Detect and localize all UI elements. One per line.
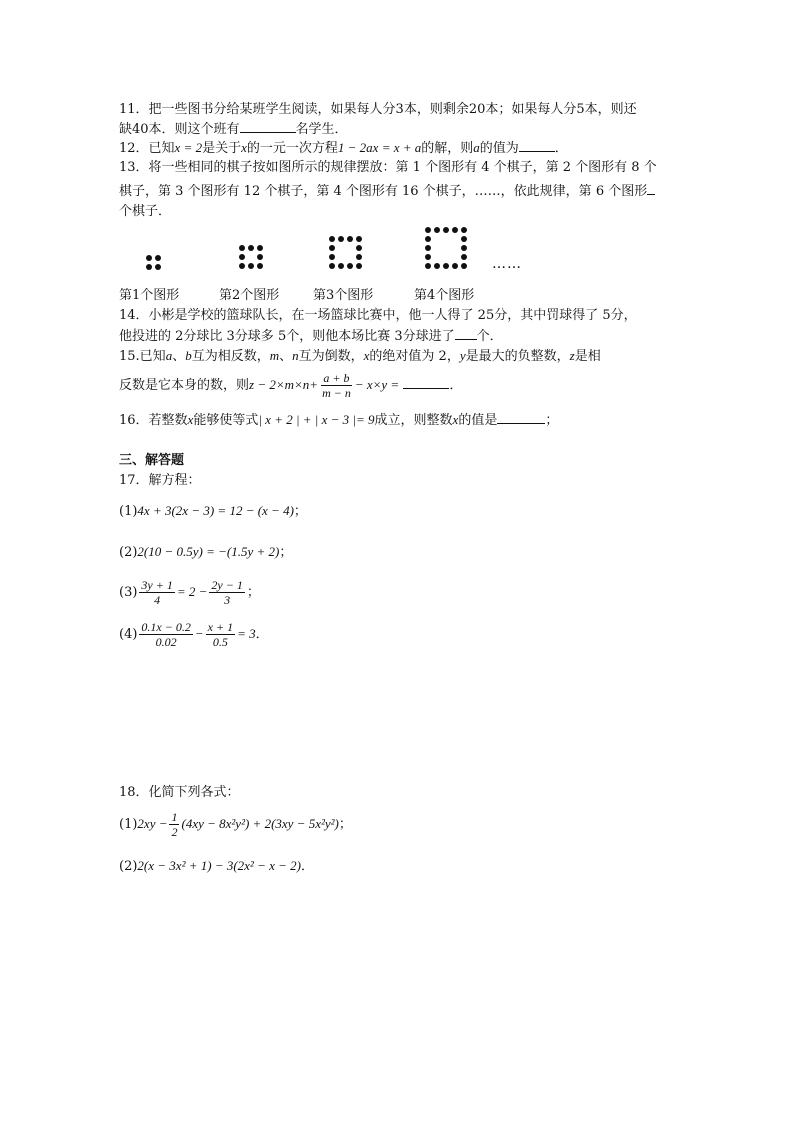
chess-piece-dot bbox=[347, 263, 353, 269]
q16-text: 16．若整数 bbox=[119, 413, 188, 428]
q15-text: 的绝对值为 2， bbox=[369, 349, 460, 364]
chess-piece-dot bbox=[434, 227, 440, 233]
q15-var-y: y bbox=[459, 348, 466, 363]
q18-end: ； bbox=[338, 817, 352, 832]
q17-equation-2 bbox=[119, 543, 292, 562]
q15-fraction bbox=[320, 371, 353, 400]
q15-var-z: z bbox=[569, 348, 575, 363]
q15-var-a: a bbox=[165, 348, 173, 363]
q11-line1: 11．把一些图书分给某班学生阅读，如果每人分3本，则剩余20本；如果每人分5本，则还 bbox=[119, 102, 637, 117]
chess-pattern-figure bbox=[0, 0, 794, 300]
chess-piece-dot bbox=[239, 263, 245, 269]
q14-line1: 14．小彬是学校的篮球队长，在一场篮球比赛中，他一人得了 25分，其中罚球得了 5分， bbox=[119, 308, 637, 323]
q17-end: ． bbox=[255, 627, 269, 642]
q12-condition: x = 2 bbox=[174, 140, 203, 155]
chess-piece-dot bbox=[347, 236, 353, 242]
q15-var-m: m bbox=[269, 348, 280, 363]
figure-caption-1: 第1个图形 bbox=[119, 288, 180, 303]
q18-end: ． bbox=[300, 859, 314, 874]
q17-e3-fraction-1 bbox=[139, 578, 174, 607]
chess-piece-dot bbox=[239, 254, 245, 260]
q17-end: ； bbox=[246, 585, 260, 600]
chess-piece-dot bbox=[155, 255, 161, 261]
q17-label-4: (4) bbox=[119, 627, 138, 642]
chess-piece-dot bbox=[248, 263, 254, 269]
q15-text: 是最大的负整数， bbox=[465, 349, 570, 364]
q17-e4-middle: − bbox=[194, 626, 204, 641]
q15-line2 bbox=[119, 369, 462, 402]
q18-title: 18．化简下列各式： bbox=[119, 785, 240, 800]
chess-piece-dot bbox=[461, 254, 467, 260]
q11-text-a: 缺40本．则这个班有 bbox=[119, 122, 240, 137]
denominator: 2 bbox=[171, 825, 178, 839]
chess-piece-dot bbox=[425, 263, 431, 269]
q15-text: 反数是它本身的数，则 bbox=[119, 378, 250, 393]
q18-expression-1 bbox=[119, 808, 352, 841]
q12-text: 是关于 bbox=[202, 141, 242, 156]
q12-equation: 1 − 2ax = x + a bbox=[337, 140, 422, 155]
chess-piece-dot bbox=[146, 264, 152, 270]
chess-piece-dot bbox=[356, 245, 362, 251]
chess-piece-dot bbox=[461, 227, 467, 233]
numerator: 2y − 1 bbox=[211, 578, 243, 592]
chess-piece-dot bbox=[443, 263, 449, 269]
denominator: 3 bbox=[224, 593, 231, 607]
numerator: x + 1 bbox=[207, 620, 234, 634]
q13-line3: 个棋子． bbox=[119, 204, 172, 219]
q17-equation-4 bbox=[119, 618, 269, 651]
q15-text: 互为相反数， bbox=[191, 349, 270, 364]
chess-piece-dot bbox=[443, 227, 449, 233]
figure-caption-2: 第2个图形 bbox=[219, 288, 280, 303]
q15-fraction-denominator: m − n bbox=[322, 386, 351, 400]
q17-e3-fraction-2 bbox=[209, 578, 244, 607]
q16-answer-blank[interactable] bbox=[497, 411, 545, 424]
q17-label-1: (1) bbox=[119, 504, 138, 519]
denominator: 0.02 bbox=[155, 635, 177, 649]
q15-var-x: x bbox=[363, 348, 370, 363]
q18-e1-post: (4xy − 8x²y²) + 2(3xy − 5x²y²) bbox=[181, 816, 339, 831]
q15-text: 15.已知 bbox=[119, 349, 166, 364]
q15-end: ． bbox=[449, 378, 463, 393]
q11-text-b: 名学生． bbox=[295, 122, 348, 137]
q17-label-3: (3) bbox=[119, 585, 138, 600]
denominator: 0.5 bbox=[212, 635, 228, 649]
q15-text: 、 bbox=[172, 349, 186, 364]
chess-piece-dot bbox=[461, 236, 467, 242]
q15-var-n: n bbox=[292, 348, 299, 363]
q18-expression-2 bbox=[119, 857, 314, 876]
q12-text: 的值为 bbox=[479, 141, 519, 156]
chess-piece-dot bbox=[452, 227, 458, 233]
chess-piece-dot bbox=[356, 263, 362, 269]
q14-text: 他投进的 2分球比 3分球多 5个，则他本场比赛 3分球进了 bbox=[119, 329, 455, 344]
chess-piece-dot bbox=[356, 254, 362, 260]
q17-e4-fraction-1 bbox=[139, 620, 192, 649]
q17-label-2: (2) bbox=[119, 545, 138, 560]
q17-end: ； bbox=[293, 504, 307, 519]
q15-text: 、 bbox=[279, 349, 293, 364]
q12-prefix: 12．已知 bbox=[119, 141, 175, 156]
chess-piece-dot bbox=[146, 255, 152, 261]
q15-var-b: b bbox=[185, 348, 192, 363]
q14-answer-blank[interactable] bbox=[455, 327, 477, 340]
chess-piece-dot bbox=[248, 245, 254, 251]
q15-fraction-numerator: a + b bbox=[323, 371, 350, 385]
q15-expression: z − 2×m×n+ bbox=[249, 377, 319, 392]
q12-var-a: a bbox=[473, 140, 480, 155]
q17-end: ； bbox=[279, 545, 293, 560]
q16-line bbox=[119, 411, 558, 430]
chess-piece-dot bbox=[425, 254, 431, 260]
q17-e4-fraction-2 bbox=[206, 620, 235, 649]
q17-equation-1 bbox=[119, 502, 307, 521]
q12-var-x: x bbox=[241, 140, 247, 155]
chess-piece-dot bbox=[329, 245, 335, 251]
q15-answer-blank[interactable] bbox=[403, 376, 449, 389]
numerator: 0.1x − 0.2 bbox=[141, 620, 191, 634]
q17-equation-3 bbox=[119, 576, 260, 609]
q17-e4-tail: = 3 bbox=[237, 626, 256, 641]
numerator: 1 bbox=[171, 810, 178, 824]
q14-line2 bbox=[119, 327, 503, 346]
denominator: 4 bbox=[154, 593, 161, 607]
q15-line1 bbox=[119, 347, 601, 366]
chess-piece-dot bbox=[329, 254, 335, 260]
chess-piece-dot bbox=[329, 236, 335, 242]
q18-label-1: (1) bbox=[119, 817, 138, 832]
q15-text: 互为倒数， bbox=[298, 349, 364, 364]
q16-end: ； bbox=[545, 413, 559, 428]
q15-expression: − x×y = bbox=[354, 377, 400, 392]
q18-label-2: (2) bbox=[119, 859, 138, 874]
q14-text: 个． bbox=[476, 329, 503, 344]
chess-piece-dot bbox=[155, 264, 161, 270]
chess-piece-dot bbox=[257, 254, 263, 260]
figure-caption-4: 第4个图形 bbox=[414, 288, 475, 303]
numerator: 3y + 1 bbox=[141, 578, 173, 592]
chess-piece-dot bbox=[461, 245, 467, 251]
q13-line1: 13．将一些相同的棋子按如图所示的规律摆放：第 1 个图形有 4 个棋子，第 2 个图形有 8 个 bbox=[119, 160, 657, 175]
q12-text: 的一元一次方程 bbox=[246, 141, 338, 156]
q16-text: 成立，则整数 bbox=[374, 413, 453, 428]
figure-caption-3: 第3个图形 bbox=[313, 288, 374, 303]
q17-expression-1: 4x + 3(2x − 3) = 12 − (x − 4) bbox=[137, 503, 294, 518]
section-heading: 三、解答题 bbox=[119, 453, 185, 468]
q18-e1-pre: 2xy − bbox=[137, 816, 168, 831]
q16-text: 的值是 bbox=[458, 413, 498, 428]
q17-title: 17．解方程： bbox=[119, 473, 201, 488]
chess-piece-dot bbox=[461, 263, 467, 269]
q17-expression-2: 2(10 − 0.5y) = −(1.5y + 2) bbox=[137, 544, 280, 559]
q13-text: 棋子，第 3 个图形有 12 个棋子，第 4 个图形有 16 个棋子，……，依此规律，第 6 个图形 bbox=[119, 184, 648, 199]
q17-e3-middle: = 2 − bbox=[176, 584, 208, 599]
q16-expression: | x + 2 | + | x − 3 |= 9 bbox=[258, 412, 375, 427]
q16-var-x: x bbox=[452, 412, 459, 427]
chess-piece-dot bbox=[434, 263, 440, 269]
chess-piece-dot bbox=[338, 263, 344, 269]
q16-var-x: x bbox=[187, 412, 194, 427]
q18-e2-expression: 2(x − 3x² + 1) − 3(2x² − x − 2) bbox=[137, 858, 301, 873]
chess-piece-dot bbox=[239, 245, 245, 251]
chess-piece-dot bbox=[338, 236, 344, 242]
figure-ellipsis: …… bbox=[492, 256, 522, 272]
q15-text: 是相 bbox=[574, 349, 601, 364]
chess-piece-dot bbox=[425, 227, 431, 233]
q16-text: 能够使等式 bbox=[193, 413, 259, 428]
chess-piece-dot bbox=[329, 263, 335, 269]
q18-e1-fraction bbox=[169, 810, 179, 839]
chess-piece-dot bbox=[425, 245, 431, 251]
q12-text: 的解，则 bbox=[421, 141, 474, 156]
chess-piece-dot bbox=[257, 245, 263, 251]
chess-piece-dot bbox=[425, 236, 431, 242]
chess-piece-dot bbox=[452, 263, 458, 269]
chess-piece-dot bbox=[257, 263, 263, 269]
chess-piece-dot bbox=[356, 236, 362, 242]
q12-end: ． bbox=[554, 141, 568, 156]
